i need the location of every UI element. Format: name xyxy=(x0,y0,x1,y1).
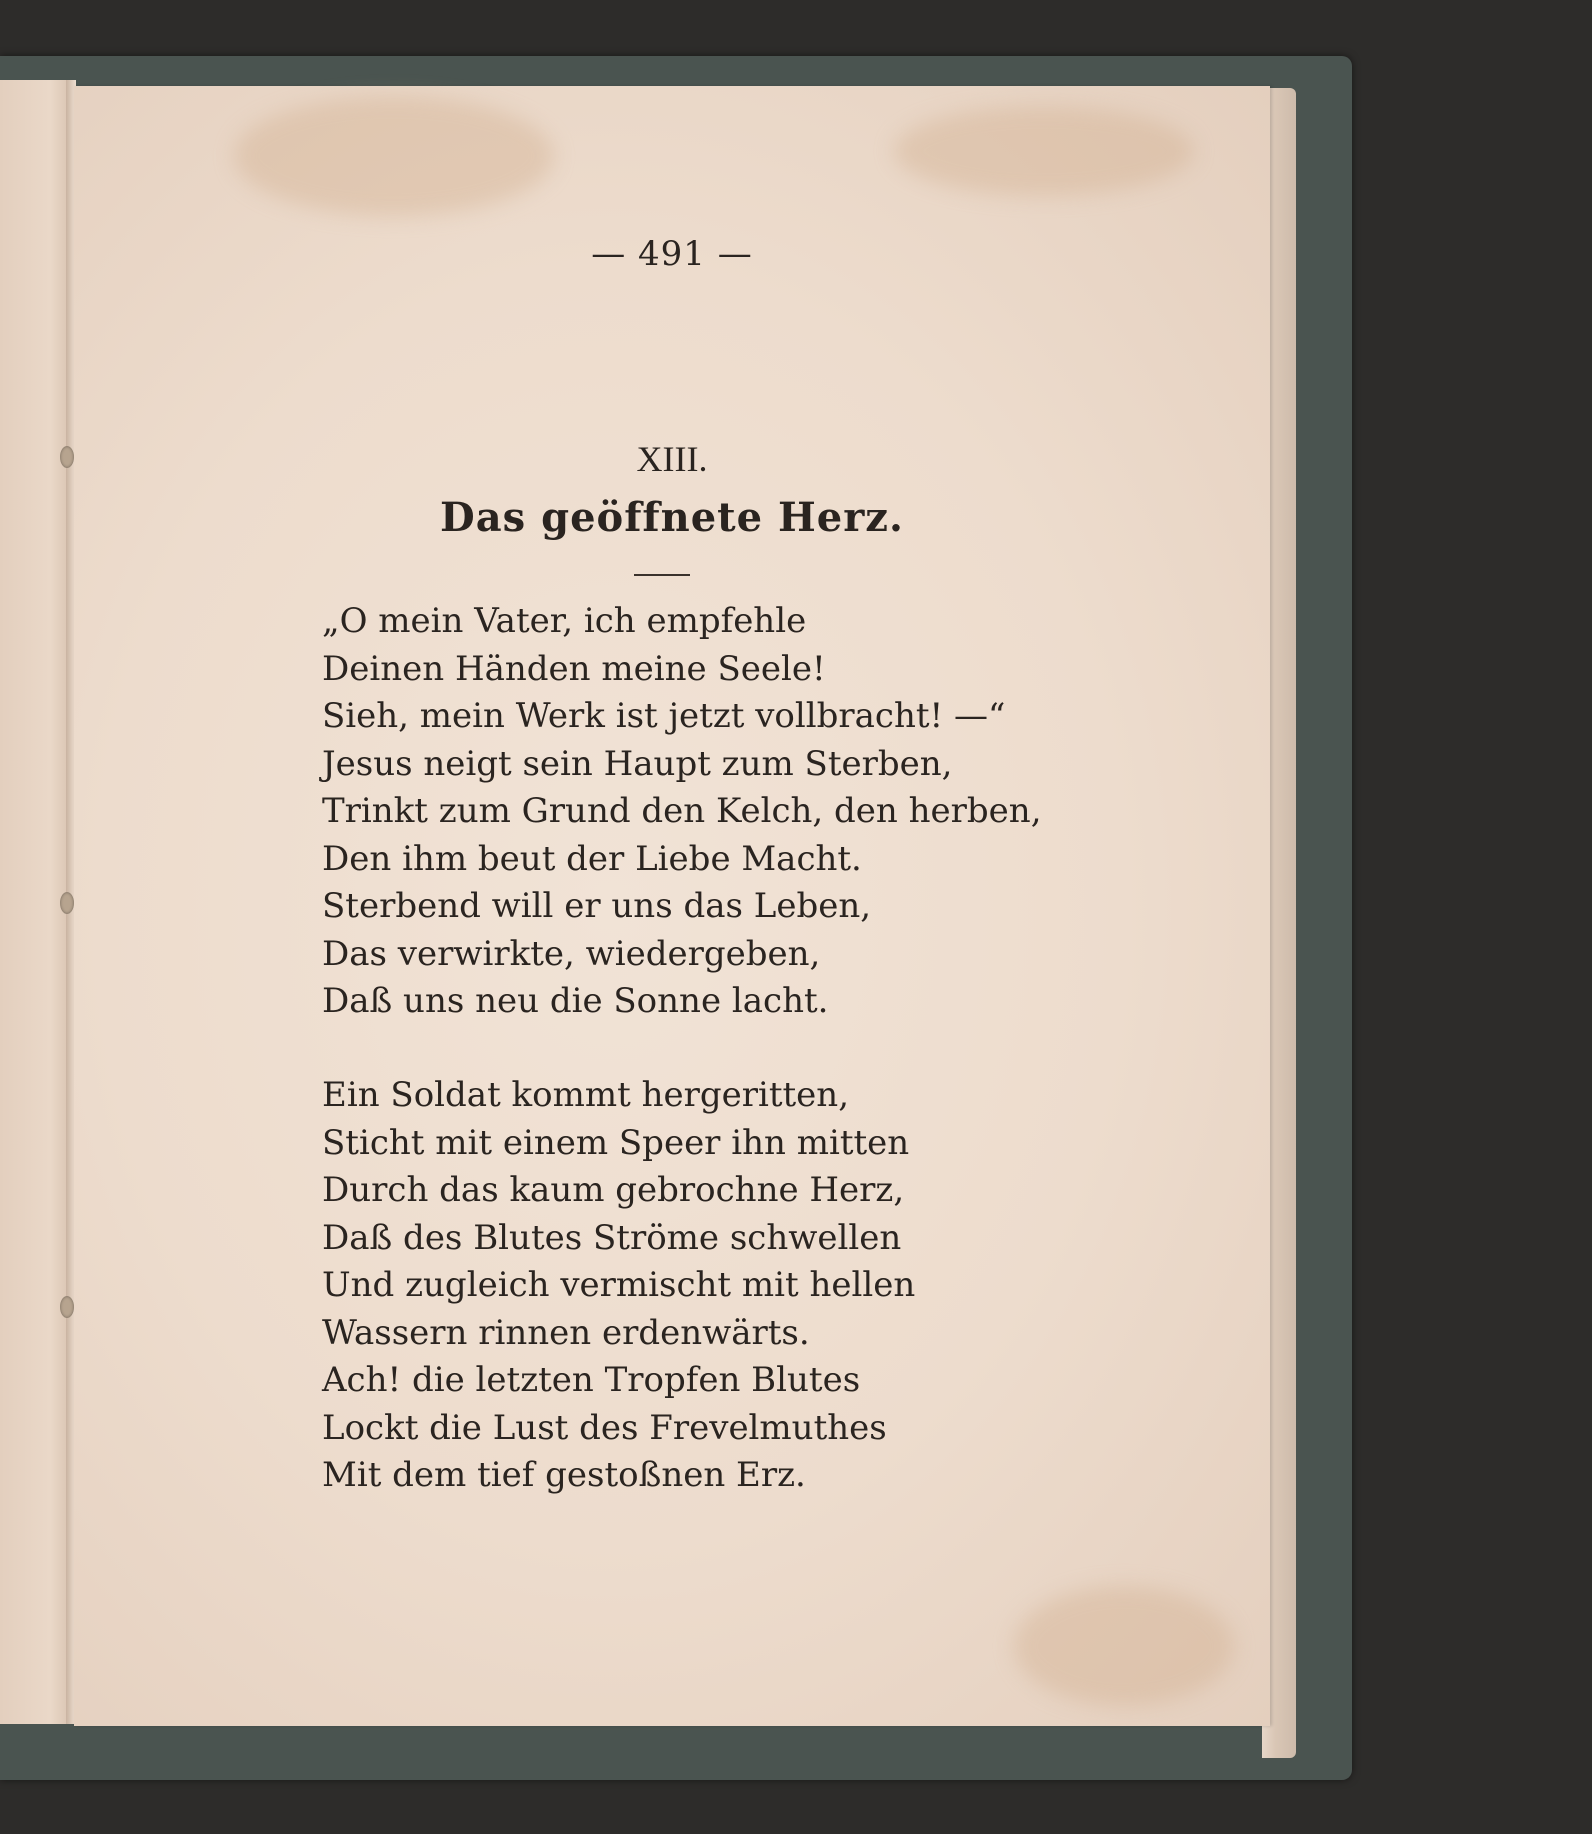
poem-line: Sieh, mein Werk ist jetzt vollbracht! —“ xyxy=(322,696,1006,736)
page-number: — 491 — xyxy=(591,234,753,274)
binding-stitch xyxy=(60,892,74,914)
poem-line: Ach! die letzten Tropfen Blutes xyxy=(322,1360,861,1400)
poem-line: Sticht mit einem Speer ihn mitten xyxy=(322,1122,910,1163)
poem-line: Und zugleich vermischt mit hellen xyxy=(322,1265,916,1305)
poem-line: Daß uns neu die Sonne lacht. xyxy=(322,981,829,1021)
poem-line: Deinen Händen meine Seele! xyxy=(322,648,826,689)
poem-line: Durch das kaum gebrochne Herz, xyxy=(322,1170,905,1210)
section-number: XIII. xyxy=(636,439,708,479)
page-text xyxy=(74,86,1270,1726)
poem-line: Sterbend will er uns das Leben, xyxy=(322,886,872,926)
book-page xyxy=(74,86,1270,1726)
poem-line: „O mein Vater, ich empfehle xyxy=(322,601,807,641)
poem-line: Das verwirkte, wiedergeben, xyxy=(322,933,821,974)
title-divider xyxy=(634,574,690,576)
poem-line: Daß des Blutes Ströme schwellen xyxy=(322,1217,902,1258)
poem-line: Trinkt zum Grund den Kelch, den herben, xyxy=(322,791,1042,831)
binding-stitch xyxy=(60,1296,74,1318)
stanza xyxy=(322,598,1042,1026)
poem-line: Mit dem tief gestoßnen Erz. xyxy=(322,1455,806,1495)
poem-line: Jesus neigt sein Haupt zum Sterben, xyxy=(322,743,953,784)
poem-line: Wassern rinnen erdenwärts. xyxy=(322,1312,810,1353)
binding-stitch xyxy=(60,446,74,468)
stanza xyxy=(322,1072,915,1500)
poem-title: Das geöffnete Herz. xyxy=(440,494,904,541)
poem-line: Ein Soldat kommt hergeritten, xyxy=(322,1075,849,1115)
poem-line: Den ihm beut der Liebe Macht. xyxy=(322,838,862,879)
poem-line: Lockt die Lust des Frevelmuthes xyxy=(322,1407,887,1448)
